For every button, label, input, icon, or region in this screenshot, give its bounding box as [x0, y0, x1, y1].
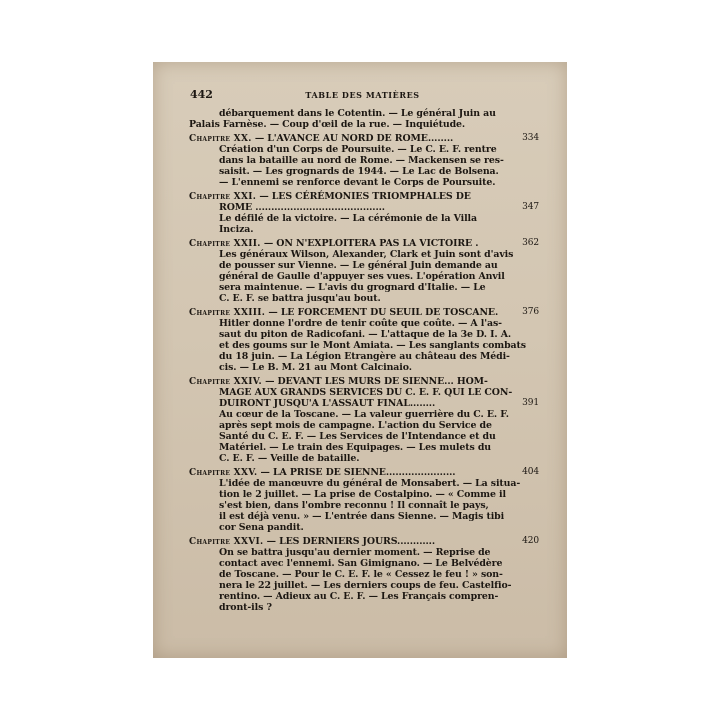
chapter-label: Chapitre XX.	[189, 134, 252, 144]
summary-line: de pousser sur Vienne. — Le général Juin demande au	[219, 260, 498, 271]
page-number: 442	[190, 88, 213, 101]
summary-line: rentino. — Adieux au C. E. F. — Les Français compren-	[219, 591, 499, 602]
chapter-page-number: 391	[522, 398, 539, 408]
chapter-page-number: 347	[522, 202, 539, 212]
summary-line: Les généraux Wilson, Alexander, Clark et Juin sont d'avis	[219, 249, 514, 260]
chapter-page-number: 404	[522, 467, 539, 477]
summary-line: C. E. F. se battra jusqu'au bout.	[219, 293, 381, 304]
summary-line: Au cœur de la Toscane. — La valeur guerrière du C. E. F.	[219, 409, 509, 420]
summary-line: saisit. — Les grognards de 1944. — Le Lac de Bolsena.	[219, 166, 499, 177]
summary-line: Inciza.	[219, 224, 254, 235]
summary-line: sera maintenue. — L'avis du grognard d'Italie. — Le	[219, 282, 486, 293]
chapter-title: — LES CÉRÉMONIES TRIOMPHALES DE	[259, 191, 471, 202]
chapter-label: Chapitre XXI.	[189, 192, 257, 202]
summary-line: dans la bataille au nord de Rome. — Mackensen se res-	[219, 155, 504, 166]
summary-line: nera le 22 juillet. — Les derniers coups de feu. Castelfio-	[219, 580, 512, 591]
table-of-contents	[189, 108, 537, 613]
summary-line: On se battra jusqu'au dernier moment. — Reprise de	[219, 547, 491, 558]
summary-line: cor Sena pandit.	[219, 522, 304, 533]
chapter-heading	[189, 133, 537, 144]
chapter-title: — LES DERNIERS JOURS............	[266, 536, 436, 547]
chapter-heading	[189, 467, 537, 478]
chapter-title-continued	[189, 202, 537, 213]
summary-line: Le défilé de la victoire. — La cérémonie de la Villa	[219, 213, 477, 224]
summary-line: — L'ennemi se renforce devant le Corps de Poursuite.	[219, 177, 496, 188]
chapter-label: Chapitre XXIII.	[189, 308, 266, 318]
summary-line: tion le 2 juillet. — La prise de Costalpino. — « Comme il	[219, 489, 506, 500]
summary-line: Santé du C. E. F. — Les Services de l'Intendance et du	[219, 431, 496, 442]
book-page	[153, 62, 567, 658]
summary-line: contact avec l'ennemi. San Gimignano. — Le Belvédère	[219, 558, 503, 569]
summary-line: Matériel. — Le train des Equipages. — Les mulets du	[219, 442, 491, 453]
chapter-page-number: 362	[522, 238, 539, 248]
chapter-heading	[189, 238, 537, 249]
summary-line: il est déjà venu. » — L'entrée dans Sienne. — Magis tibi	[219, 511, 505, 522]
summary-line: Hitler donne l'ordre de tenir coûte que coûte. — A l'as-	[219, 318, 502, 329]
chapter-heading	[189, 307, 537, 318]
chapter-title: DUIRONT JUSQU'A L'ASSAUT FINAL........	[219, 398, 436, 409]
chapter-page-number: 334	[522, 133, 539, 143]
chapter-page-number: 376	[522, 307, 539, 317]
chapter-title: — L'AVANCE AU NORD DE ROME........	[254, 133, 454, 144]
chapter-title: ROME .........................................	[219, 202, 385, 213]
summary-line: saut du piton de Radicofani. — L'attaque de la 3e D. I. A.	[219, 329, 512, 340]
chapter-label: Chapitre XXIV.	[189, 377, 262, 387]
chapter-heading	[189, 376, 537, 387]
chapter-label: Chapitre XXVI.	[189, 537, 264, 547]
summary-line: débarquement dans le Cotentin. — Le général Juin au	[219, 108, 496, 119]
summary-line: général de Gaulle d'appuyer ses vues. L'opération Anvil	[219, 271, 505, 282]
chapter-title-continued	[189, 398, 537, 409]
summary-line: et des goums sur le Mont Amiata. — Les sanglants combats	[219, 340, 526, 351]
chapter-title: — DEVANT LES MURS DE SIENNE... HOM-	[265, 376, 488, 387]
summary-line: C. E. F. — Veille de bataille.	[219, 453, 360, 464]
summary-line: Palais Farnèse. — Coup d'œil de la rue. — Inquiétude.	[189, 119, 466, 130]
chapter-label: Chapitre XXII.	[189, 239, 261, 249]
summary-line: de Toscane. — Pour le C. E. F. le « Cessez le feu ! » son-	[219, 569, 503, 580]
summary-line: dront-ils ?	[219, 602, 272, 613]
running-title: TABLE DES MATIÈRES	[305, 90, 420, 100]
summary-line: du 18 juin. — La Légion Etrangère au château des Médi-	[219, 351, 510, 362]
chapter-title: — ON N'EXPLOITERA PAS LA VICTOIRE .	[263, 238, 479, 249]
chapter-title: MAGE AUX GRANDS SERVICES DU C. E. F. QUI LE CON-	[219, 387, 513, 398]
summary-line: Création d'un Corps de Poursuite. — Le C. E. F. rentre	[219, 144, 497, 155]
page-header	[190, 88, 535, 102]
chapter-label: Chapitre XXV.	[189, 468, 258, 478]
summary-line: s'est bien, dans l'ombre reconnu ! Il connaît le pays,	[219, 500, 489, 511]
chapter-heading	[189, 536, 537, 547]
chapter-title: — LE FORCEMENT DU SEUIL DE TOSCANE.	[268, 307, 499, 318]
summary-line: après sept mois de campagne. L'action du Service de	[219, 420, 492, 431]
chapter-page-number: 420	[522, 536, 539, 546]
chapter-heading	[189, 191, 537, 202]
chapter-title: — LA PRISE DE SIENNE......................	[260, 467, 456, 478]
summary-line: cis. — Le B. M. 21 au Mont Calcinaio.	[219, 362, 412, 373]
summary-line: L'idée de manœuvre du général de Monsabert. — La situa-	[219, 478, 521, 489]
chapter-title-continued	[189, 387, 537, 398]
